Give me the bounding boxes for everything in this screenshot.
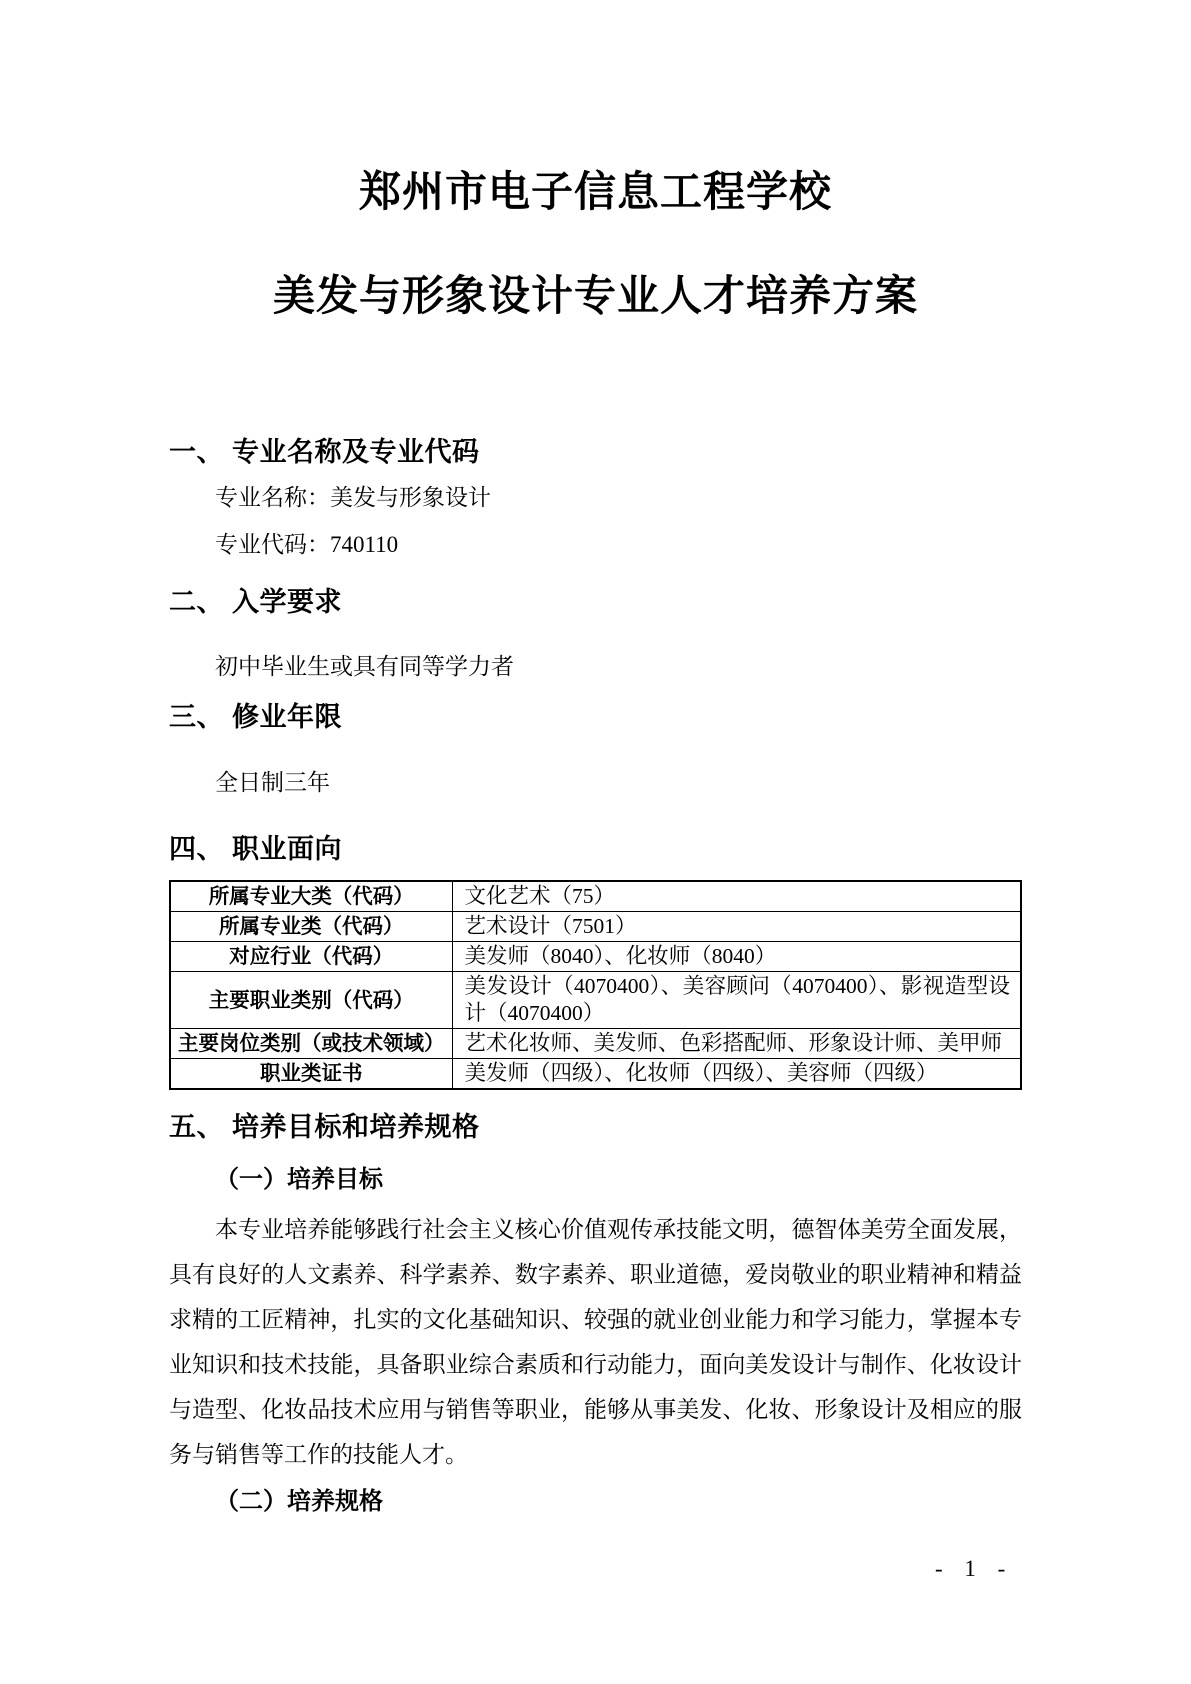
career-orientation-table [169, 880, 1022, 1090]
table-row [170, 1059, 1021, 1090]
table-value-major-class: 艺术设计（7501） [452, 912, 1021, 942]
table-label-occupation-category: 主要职业类别（代码） [170, 972, 452, 1029]
section4-heading: 四、 职业面向 [169, 834, 343, 864]
document-title-line1: 郑州市电子信息工程学校 [358, 170, 832, 216]
table-value-major-category: 文化艺术（75） [452, 881, 1021, 912]
document-title-line2: 美发与形象设计专业人才培养方案 [272, 274, 918, 320]
training-goal-paragraph: 本专业培养能够践行社会主义核心价值观传承技能文明，德智体美劳全面发展，具有良好的人文素养、科学素养、数字素养、职业道德，爱岗敬业的职业精神和精益求精的工匠精神，扎实的文化基础知识、较强的就业创业能力和学习能力，掌握本专业知识和技术技能，具备职业综合素质和行动能力，面向美发设计与制作、化妆设计与造型、化妆品技术应用与销售等职业，能够从事美发、化妆、形象设计及相应的服务与销售等工作的技能人才。 [169, 1217, 1022, 1467]
section3-heading: 三、 修业年限 [169, 702, 343, 732]
table-label-post-category: 主要岗位类别（或技术领域） [170, 1029, 452, 1059]
section2-heading: 二、 入学要求 [169, 587, 343, 617]
table-row [170, 912, 1021, 942]
table-value-certificates: 美发师（四级）、化妆师（四级）、美容师（四级） [452, 1059, 1021, 1090]
table-label-major-class: 所属专业类（代码） [170, 912, 452, 942]
table-label-certificates: 职业类证书 [170, 1059, 452, 1090]
table-row [170, 881, 1021, 912]
subsection-training-spec-heading: （二）培养规格 [215, 1489, 383, 1515]
table-value-occupation-category: 美发设计（4070400）、美容顾问（4070400）、影视造型设计（4070400） [452, 972, 1021, 1029]
page-number: - 1 - [935, 1556, 1014, 1581]
admission-requirement-line: 初中毕业生或具有同等学力者 [215, 654, 514, 679]
section1-heading: 一、 专业名称及专业代码 [169, 437, 480, 467]
table-row [170, 942, 1021, 972]
table-label-industry: 对应行业（代码） [170, 942, 452, 972]
table-row [170, 972, 1021, 1029]
table-row [170, 1029, 1021, 1059]
table-value-industry: 美发师（8040）、化妆师（8040） [452, 942, 1021, 972]
major-code-line: 专业代码：740110 [215, 532, 399, 557]
table-value-post-category: 艺术化妆师、美发师、色彩搭配师、形象设计师、美甲师 [452, 1029, 1021, 1059]
section5-heading: 五、 培养目标和培养规格 [169, 1112, 480, 1142]
study-duration-line: 全日制三年 [215, 770, 330, 795]
major-name-line: 专业名称：美发与形象设计 [215, 485, 491, 510]
table-label-major-category: 所属专业大类（代码） [170, 881, 452, 912]
subsection-training-goal-heading: （一）培养目标 [215, 1167, 383, 1193]
